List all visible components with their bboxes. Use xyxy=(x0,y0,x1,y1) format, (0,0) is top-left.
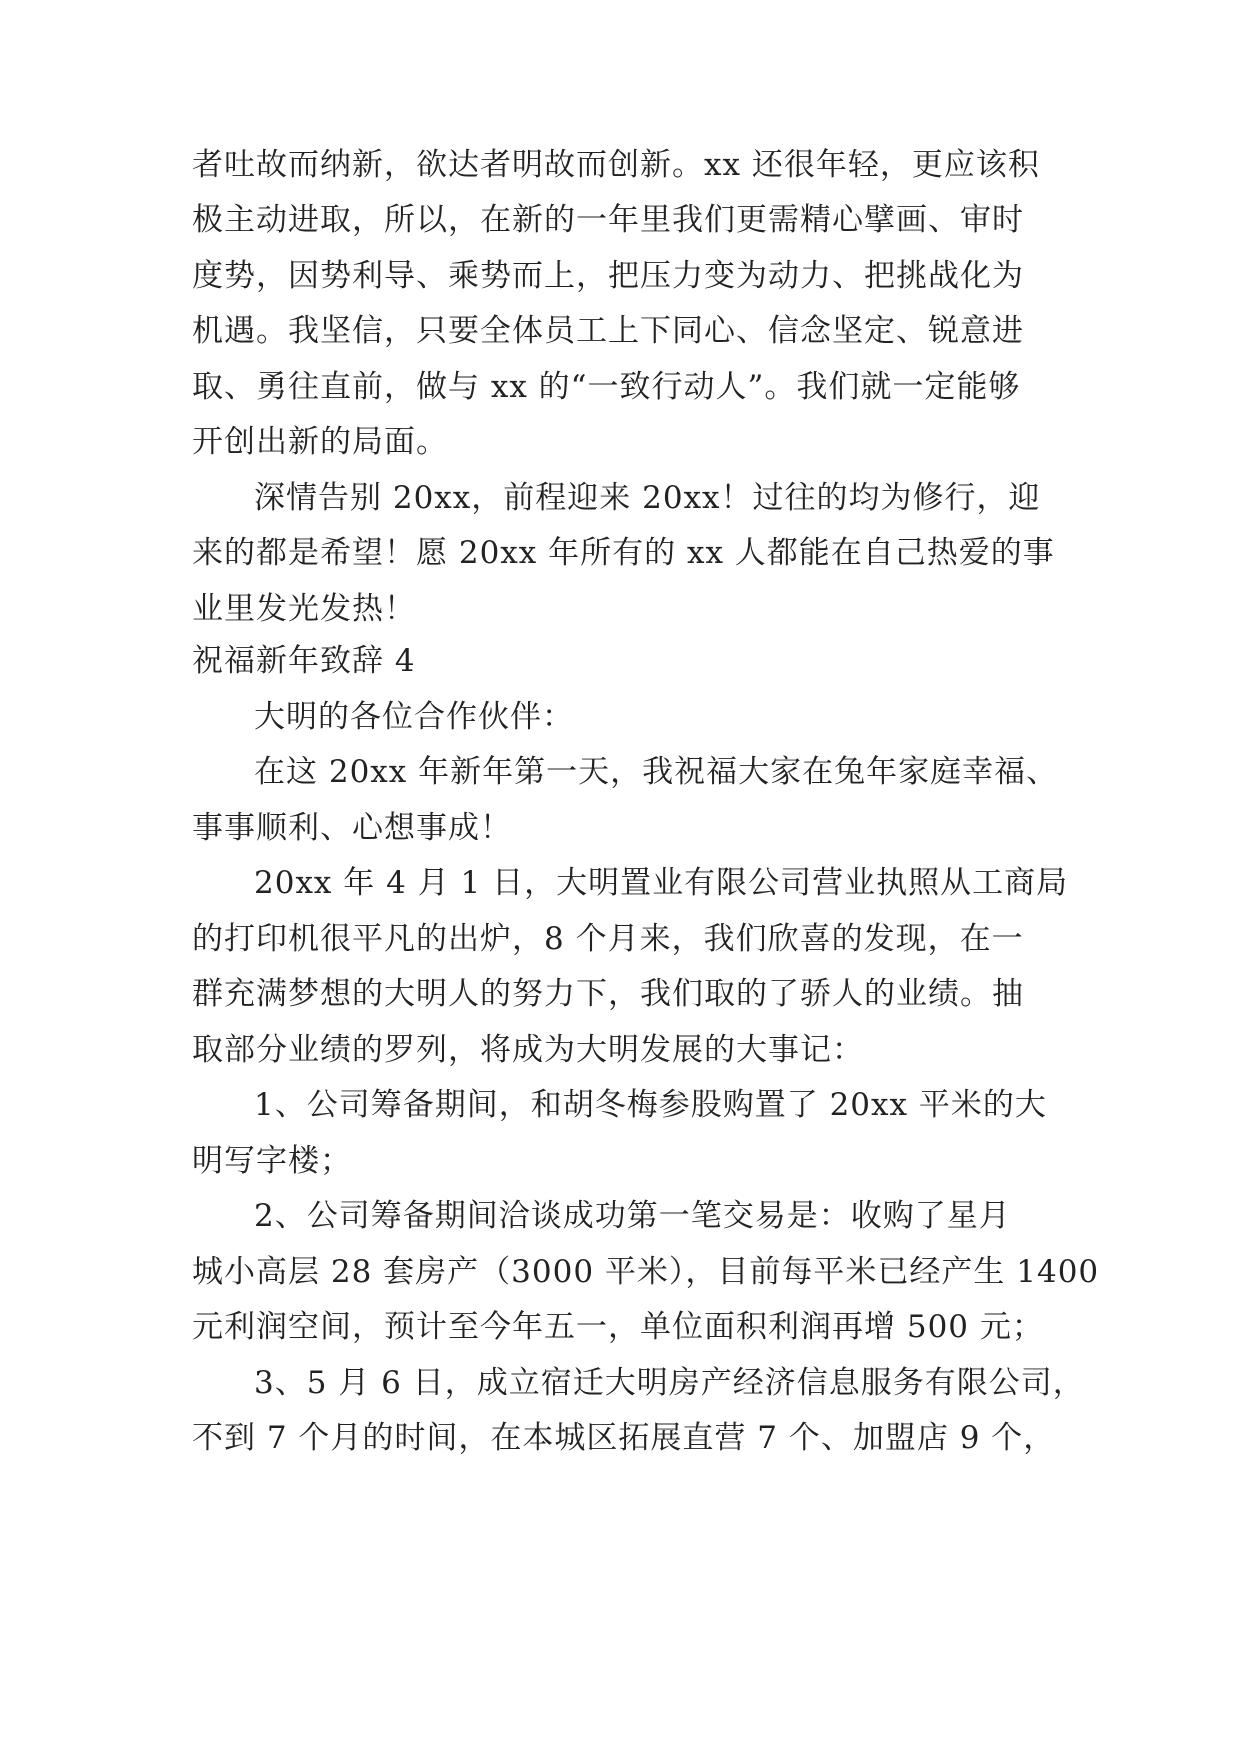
text-line: 事事顺利、心想事成！ xyxy=(192,810,512,846)
text-line: 开创出新的局面。 xyxy=(192,424,448,460)
text-line: 极主动进取，所以，在新的一年里我们更需精心擘画、审时 xyxy=(192,202,1024,238)
text-line: 城小高层 28 套房产（3000 平米），目前每平米已经产生 1400 xyxy=(192,1254,1100,1290)
text-line: 来的都是希望！愿 20xx 年所有的 xx 人都能在自己热爱的事 xyxy=(192,535,1055,571)
text-line: 者吐故而纳新，欲达者明故而创新。xx 还很年轻，更应该积 xyxy=(192,147,1040,183)
text-line: 机遇。我坚信，只要全体员工上下同心、信念坚定、锐意进 xyxy=(192,313,1024,349)
paragraph-first-line: 深情告别 20xx，前程迎来 20xx！过往的均为修行，迎 xyxy=(254,480,1041,516)
text-line: 的打印机很平凡的出炉，8 个月来，我们欣喜的发现，在一 xyxy=(192,921,1024,957)
text-line: 取、勇往直前，做与 xx 的“一致行动人”。我们就一定能够 xyxy=(192,369,1021,405)
text-line: 取部分业绩的罗列，将成为大明发展的大事记： xyxy=(192,1032,864,1068)
list-item-first-line: 1、公司筹备期间，和胡冬梅参股购置了 20xx 平米的大 xyxy=(254,1087,1047,1123)
salutation: 大明的各位合作伙伴： xyxy=(254,699,574,735)
text-line: 元利润空间，预计至今年五一，单位面积利润再增 500 元； xyxy=(192,1309,1044,1345)
text-line: 群充满梦想的大明人的努力下，我们取的了骄人的业绩。抽 xyxy=(192,976,1024,1012)
text-line: 明写字楼； xyxy=(192,1143,352,1179)
text-line: 度势，因势利导、乘势而上，把压力变为动力、把挑战化为 xyxy=(192,258,1024,294)
list-item-first-line: 2、公司筹备期间洽谈成功第一笔交易是：收购了星月 xyxy=(254,1198,1011,1234)
section-heading: 祝福新年致辞 4 xyxy=(192,643,416,679)
paragraph-first-line: 在这 20xx 年新年第一天，我祝福大家在兔年家庭幸福、 xyxy=(254,754,1059,790)
list-item-first-line: 3、5 月 6 日，成立宿迁大明房产经济信息服务有限公司， xyxy=(254,1365,1085,1401)
paragraph-first-line: 20xx 年 4 月 1 日，大明置业有限公司营业执照从工商局 xyxy=(254,865,1069,901)
text-line: 不到 7 个月的时间，在本城区拓展直营 7 个、加盟店 9 个， xyxy=(192,1420,1056,1456)
text-line: 业里发光发热！ xyxy=(192,591,416,627)
